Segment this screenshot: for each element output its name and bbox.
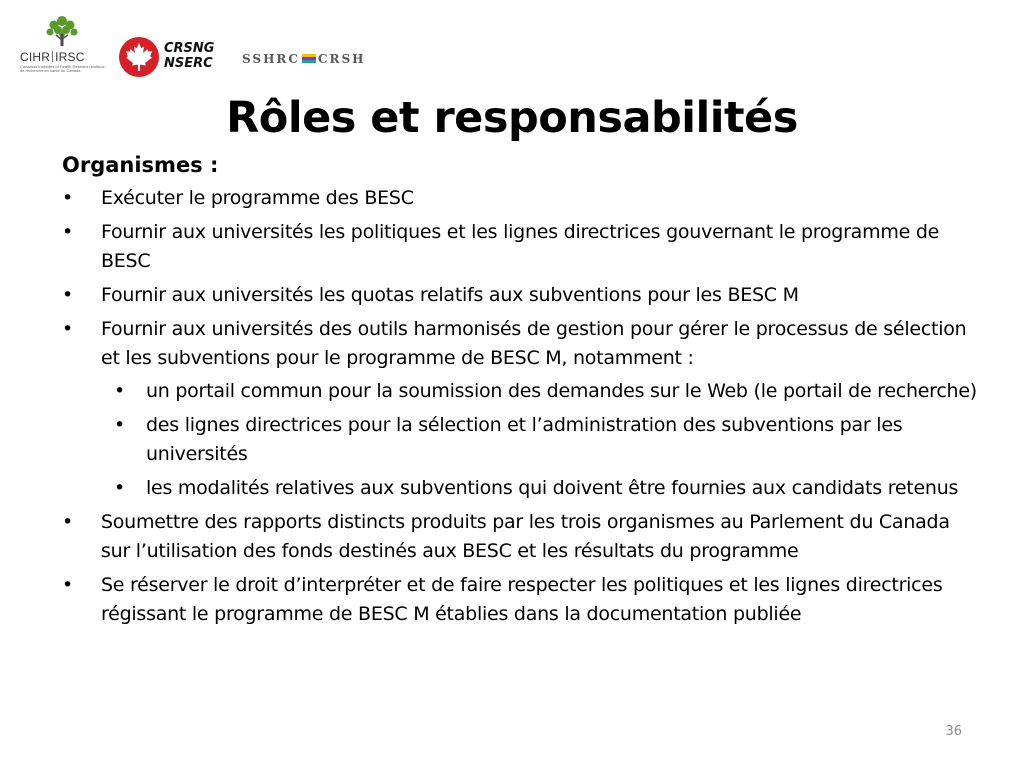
sshrc-mark-icon <box>302 54 316 63</box>
list-item <box>62 218 982 276</box>
crsh-text: CRSH <box>317 52 366 66</box>
sub-bullet-list <box>101 377 982 503</box>
bullet-list <box>62 184 982 629</box>
sub-list-item <box>101 474 982 503</box>
list-item <box>62 571 982 629</box>
cihr-acronym: CIHR <box>20 50 51 64</box>
sshrc-text: SSHRC <box>242 52 300 66</box>
sub-bullet-text: les modalités relatives aux subventions qui doivent être fournies aux candidats retenus <box>146 477 959 499</box>
bullet-text: Se réserver le droit d’interpréter et de faire respecter les politiques et les lignes directrices régissant le programme de BESC M établies dans la documentation publiée <box>101 574 943 625</box>
cihr-wordmark <box>20 50 85 64</box>
bullet-text: Soumettre des rapports distincts produits par les trois organismes au Parlement du Canada sur l’utilisation des fonds destinés aux BESC et les résultats du programme <box>101 511 950 562</box>
nserc-text: NSERC <box>164 56 213 71</box>
tree-icon <box>44 14 80 48</box>
cihr-name-fr: Instituts de recherche en santé du Canada <box>20 64 105 73</box>
page-number: 36 <box>945 724 962 739</box>
bullet-text: Exécuter le programme des BESC <box>101 187 414 209</box>
cihr-name-en: Canadian Institutes of Health Research <box>20 64 90 69</box>
bullet-text: Fournir aux universités les politiques et les lignes directrices gouvernant le programme de BESC <box>101 221 940 272</box>
maple-leaf-icon <box>118 36 160 78</box>
sub-list-item <box>101 411 982 469</box>
nserc-logo <box>118 36 228 78</box>
bullet-text: Fournir aux universités les quotas relatifs aux subventions pour les BESC M <box>101 284 799 306</box>
nserc-wordmark <box>164 41 214 71</box>
slide-content <box>62 150 982 634</box>
sub-list-item <box>101 377 982 406</box>
sshrc-logo <box>242 52 365 66</box>
irsc-acronym: IRSC <box>55 50 85 64</box>
slide-title: Rôles et responsabilités <box>226 93 798 143</box>
list-item <box>62 508 982 566</box>
list-item <box>62 315 982 503</box>
bullet-text: Fournir aux universités des outils harmonisés de gestion pour gérer le processus de sélection et les subventions pour le programme de BESC M, notamment : <box>101 318 967 369</box>
sub-bullet-text: un portail commun pour la soumission des demandes sur le Web (le portail de recherche) <box>146 380 977 402</box>
sub-bullet-text: des lignes directrices pour la sélection et l’administration des subventions par les universités <box>146 414 903 465</box>
logo-bar <box>18 14 378 84</box>
cihr-fullname <box>20 65 105 73</box>
section-heading: Organismes : <box>62 153 219 177</box>
crsng-text: CRSNG <box>164 41 215 56</box>
cihr-logo <box>18 14 103 76</box>
list-item <box>62 281 982 310</box>
list-item <box>62 184 982 213</box>
